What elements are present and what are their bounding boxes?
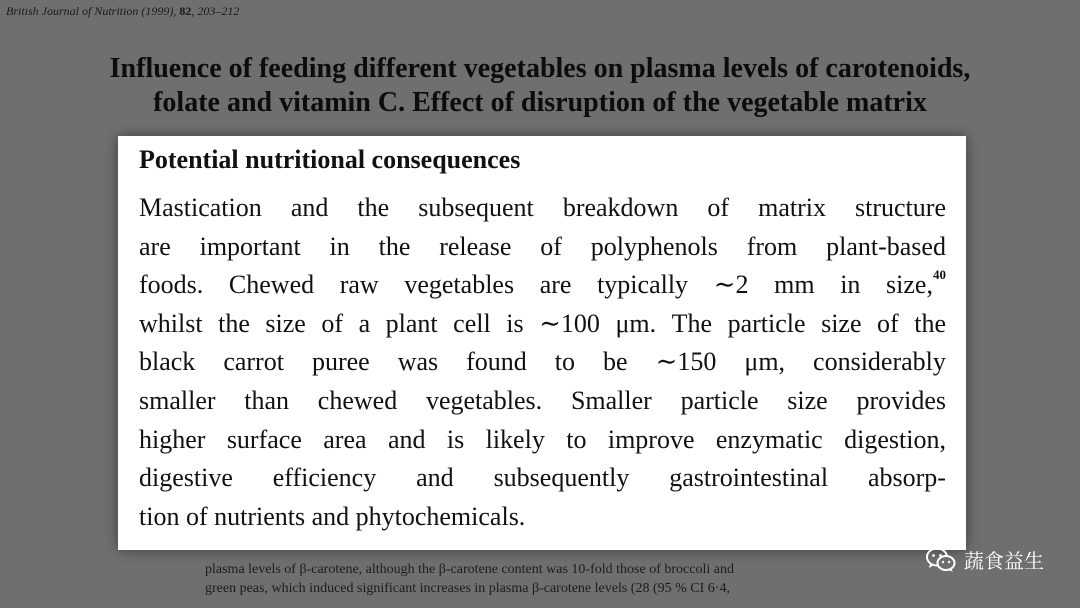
callout-word: breakdown (562, 193, 679, 222)
callout-word: of (321, 308, 344, 338)
callout-word: the (357, 193, 390, 222)
callout-word (886, 266, 946, 305)
callout-word: found (466, 347, 527, 377)
callout-word: and (387, 424, 426, 454)
callout-word: vegetables (404, 270, 515, 300)
callout-word: size (821, 308, 862, 338)
callout-word: plant (385, 308, 438, 338)
callout-word: μm. (615, 308, 657, 338)
watermark (926, 545, 1044, 574)
callout-word: digestion, (844, 424, 946, 454)
callout-word: raw (339, 270, 379, 300)
wechat-icon (926, 547, 956, 573)
callout-word: μm, (744, 347, 786, 377)
paper-title-line-1: Influence of feeding different vegetables on plasma levels of carotenoids, (109, 53, 971, 84)
callout-word: Smaller (570, 385, 652, 415)
callout-word: the (914, 308, 946, 338)
callout-word: smaller (139, 385, 216, 415)
callout-word: release (439, 231, 512, 261)
callout-word: than (244, 385, 290, 415)
journal-pages: , 203–212 (191, 4, 240, 18)
callout-word: particle (680, 385, 759, 415)
callout-word: structure (855, 193, 946, 222)
callout-word: digestive (139, 463, 233, 493)
callout-word: Chewed (228, 270, 315, 300)
journal-citation (6, 4, 239, 19)
callout-word: chewed (317, 385, 398, 415)
callout-word: considerably (813, 347, 946, 377)
callout-line-8 (139, 459, 946, 498)
callout-word: particle (727, 308, 806, 338)
callout-line-2 (139, 228, 946, 267)
callout-word: and (290, 193, 329, 222)
callout-word: typically (597, 270, 689, 300)
callout-word: subsequently (493, 463, 630, 493)
callout-word: is (446, 424, 465, 454)
callout-box (118, 136, 966, 550)
paper-title-line-2: folate and vitamin C. Effect of disruption of the vegetable matrix (153, 87, 927, 118)
journal-volume: 82 (179, 4, 192, 18)
callout-word: area (323, 424, 367, 454)
callout-word: of (707, 193, 730, 222)
callout-line-6 (139, 382, 946, 421)
callout-word: of (540, 231, 562, 261)
callout-word: ∼100 (539, 308, 600, 338)
callout-word: The (671, 308, 713, 338)
callout-word: be (603, 347, 628, 377)
callout-word: black (139, 347, 196, 377)
callout-word: of (877, 308, 899, 338)
callout-word: provides (856, 385, 946, 415)
callout-word: ∼2 (713, 270, 749, 300)
background-paragraph (205, 560, 895, 598)
callout-word: surface (226, 424, 302, 454)
callout-word: plant-based (826, 231, 946, 261)
callout-word: to (566, 424, 587, 454)
callout-word: efficiency (272, 463, 377, 493)
callout-word: foods. (139, 270, 204, 300)
callout-word: matrix (758, 193, 826, 222)
callout-word: polyphenols (590, 231, 718, 261)
callout-word: to (554, 347, 576, 377)
callout-heading: Potential nutritional consequences (139, 145, 521, 174)
callout-word: are (139, 231, 171, 261)
callout-word: higher (139, 424, 206, 454)
callout-word: likely (485, 424, 545, 454)
callout-word: is (506, 308, 524, 338)
callout-word: improve (607, 424, 695, 454)
callout-line-7 (139, 421, 946, 460)
callout-word: the (378, 231, 411, 261)
callout-word: are (539, 270, 572, 300)
callout-line-9: tion of nutrients and phytochemicals. (139, 501, 526, 531)
callout-line-3 (139, 266, 946, 305)
callout-word: gastrointestinal (669, 463, 829, 493)
callout-line-1 (139, 189, 946, 228)
callout-word: in (840, 270, 861, 300)
journal-year: (1999), (141, 4, 177, 18)
callout-word: ∼150 (655, 347, 717, 377)
callout-word: subsequent (418, 193, 534, 222)
callout-line-4 (139, 305, 946, 344)
callout-word: in (329, 231, 350, 261)
paper-title (0, 52, 1080, 120)
background-line-2: green peas, which induced significant increases in plasma β-carotene levels (28 (95 % CI 6·4, (205, 581, 730, 596)
callout-word: important (199, 231, 301, 261)
callout-word: vegetables. (425, 385, 543, 415)
callout-word: Mastication (139, 193, 262, 222)
callout-word-text: size, (886, 270, 933, 300)
callout-word: enzymatic (715, 424, 823, 454)
callout-line-5 (139, 343, 946, 382)
reference-superscript: 40 (932, 267, 946, 283)
callout-word: carrot (223, 347, 284, 377)
callout-word: a (358, 308, 371, 338)
watermark-label: 蔬食益生 (964, 549, 1044, 573)
callout-word: cell (453, 308, 491, 338)
callout-word: was (397, 347, 439, 377)
callout-word: the (218, 308, 250, 338)
callout-word: puree (311, 347, 370, 377)
callout-word: size (787, 385, 828, 415)
callout-word: and (416, 463, 454, 493)
callout-word: size (265, 308, 306, 338)
callout-word: whilst (139, 308, 203, 338)
callout-body (139, 189, 946, 536)
journal-name: British Journal of Nutrition (6, 4, 139, 18)
background-line-1: plasma levels of β-carotene, although the β-carotene content was 10-fold those of broccoli and (205, 562, 734, 577)
callout-word: mm (774, 270, 815, 300)
callout-word: from (746, 231, 798, 261)
callout-word: absorp- (867, 463, 946, 493)
